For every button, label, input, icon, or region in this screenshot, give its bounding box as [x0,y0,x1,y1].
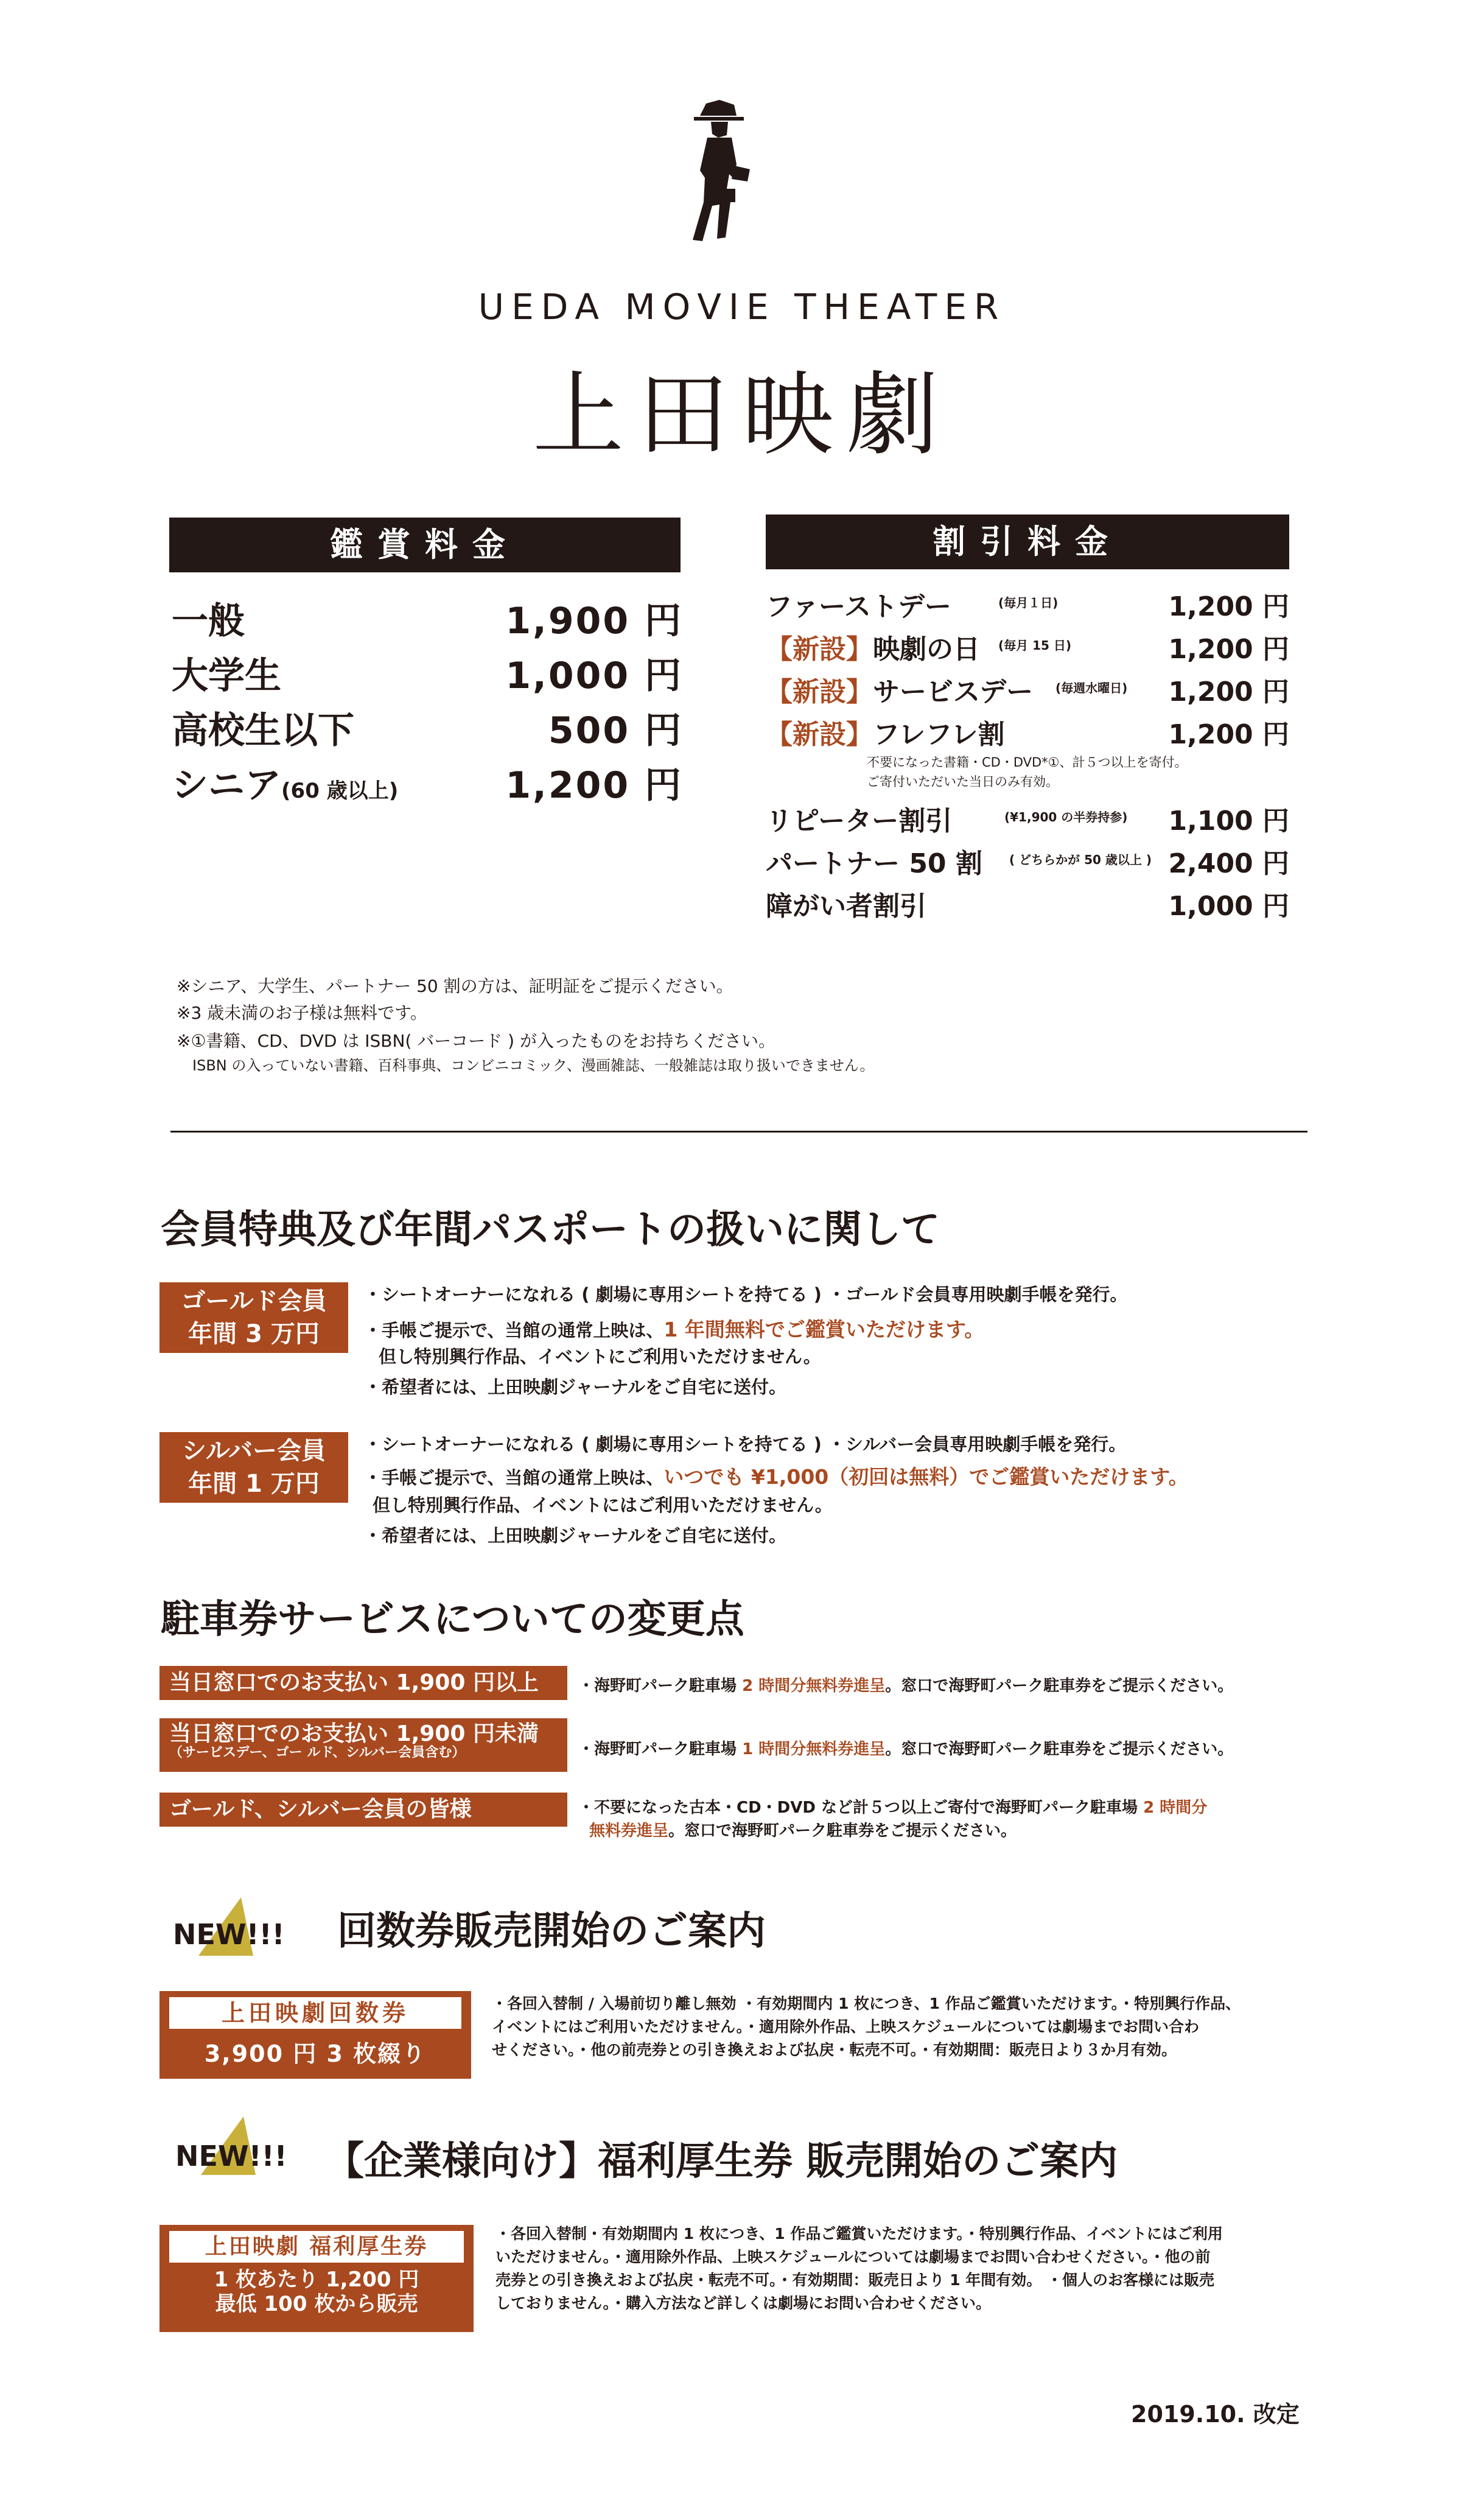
discount-note: ( どちらかが 50 歳以上 ) [1009,852,1152,867]
new-label: NEW!!! [173,1918,285,1951]
silver-benefit-line: ・希望者には、上田映劇ジャーナルをご自宅に送付。 [364,1525,786,1546]
welfare-term-line: いただけません。・適用除外作品、上映スケジュールについては劇場までお問い合わせください。・他の前 [495,2248,1211,2266]
discount-row [766,670,1289,712]
welfare-box [159,2225,474,2332]
discount-amount: 1,100 円 [1168,806,1289,837]
discount-note: (毎月 15 日) [998,638,1072,653]
price-label: 一般 [172,600,245,642]
discount-note: (¥1,900 の半券持参) [1004,810,1128,824]
silver-benefit-line: 但し特別興行作品、イベントにはご利用いただけません。 [373,1495,833,1516]
discount-note: (毎月１日) [998,595,1059,610]
silver-benefit-line [364,1461,1189,1490]
gold-benefit-line: 但し特別興行作品、イベントにご利用いただけません。 [379,1346,821,1367]
membership-heading: 会員特典及び年間パスポートの扱いに関して [161,1207,940,1252]
price-label-sub: (60 歳以上) [281,779,399,803]
price-note: ※3 歳未満のお子様は無料です。 [177,1003,427,1023]
price-row [172,756,683,805]
discount-label-text: 映劇の日 [873,634,980,665]
price-label: 高校生以下 [172,709,354,752]
welfare-box-title: 上田映劇 福利厚生券 [169,2231,464,2263]
price-note: ※①書籍、CD、DVD は ISBN( バーコード ) が入ったものをお持ちください。 [177,1031,775,1051]
parking-text-highlight: 無料券進呈 [589,1822,669,1840]
parking-text-highlight: 2 時間分無料券進呈 [742,1677,886,1695]
price-label: 大学生 [172,655,281,697]
furefure-note-line: ご寄付いただいた当日のみ有効。 [867,775,1059,789]
furefure-note [867,753,1188,792]
discount-label-text: フレフレ割 [873,719,1005,750]
gold-benefit-text: ・手帳ご提示で、当館の通常上映は、 [364,1320,664,1341]
discount-label [766,627,980,666]
discount-amount: 1,200 円 [1168,591,1289,622]
price-row [172,592,683,641]
welfare-term-line: しておりません。・購入方法など詳しくは劇場にお問い合わせください。 [495,2294,992,2312]
parking-text [589,1818,1017,1841]
parking-text-part: 。窓口で海野町パーク駐車券をご提示ください。 [885,1740,1234,1758]
discount-amount: 1,200 円 [1168,676,1289,708]
parking-tag [159,1718,567,1772]
revision-date: 2019.10. 改定 [1131,2401,1300,2428]
discount-amount: 1,200 円 [1168,719,1289,750]
cowboy-silhouette-icon [676,97,761,244]
coupon-heading: 回数券販売開始のご案内 [337,1909,766,1954]
discount-label-text: サービスデー [873,676,1034,708]
parking-text-highlight: 2 時間分 [1143,1799,1208,1817]
parking-text-part: ・海野町パーク駐車場 [578,1677,743,1695]
silver-member-fee: 年間 1 万円 [188,1470,320,1498]
regular-price-heading: 鑑賞料金 [169,518,681,572]
coupon-box [159,1991,471,2079]
coupon-term-line: せください。・他の前売券との引き換えおよび払戻・転売不可。・有効期間：販売日より３か月有効。 [492,2041,1177,2059]
discount-label: 障がい者割引 [766,891,926,922]
gold-benefit-highlight: 1 年間無料でご鑑賞いただけます。 [663,1318,985,1341]
discount-row [766,799,1289,841]
discount-price-heading: 割引料金 [766,515,1289,569]
price-amount: 1,200 円 [505,764,683,807]
new-badge: 【新設】 [766,634,873,665]
discount-amount: 1,200 円 [1168,634,1289,665]
new-label: NEW!!! [175,2140,287,2173]
parking-text-part: 。窓口で海野町パーク駐車券をご提示ください。 [668,1822,1017,1840]
parking-text [578,1737,1233,1759]
discount-label: ファーストデー [766,591,951,622]
welfare-term-line: 売券との引き換えおよび払戻・転売不可。・有効期間：販売日より 1 年間有効。 ・個人のお客様には販売 [495,2271,1215,2289]
discount-label: パートナー 50 割 [766,848,982,879]
price-note: ※シニア、大学生、パートナー 50 割の方は、証明証をご提示ください。 [177,976,733,996]
parking-text-highlight: 1 時間分無料券進呈 [742,1740,886,1758]
gold-benefit-line [364,1314,984,1343]
silver-member-tag [159,1432,348,1503]
gold-member-tag [159,1282,348,1353]
coupon-term-line: イベントにはご利用いただけません。・適用除外作品、上映スケジュールについては劇場までお問い合わ [492,2018,1200,2036]
welfare-term-line: ・各回入替制・有効期間内 1 枚につき、1 作品ご鑑賞いただけます。・特別興行作品、イベントにはご利用 [495,2225,1223,2243]
gold-member-name: ゴールド会員 [181,1287,327,1315]
new-badge: 【新設】 [766,719,873,750]
gold-benefit-line: ・シートオーナーになれる ( 劇場に専用シートを持てる ) ・ゴールド会員専用映劇手帳を発行。 [364,1284,1128,1305]
discount-label [766,712,1004,751]
discount-amount: 2,400 円 [1168,848,1289,879]
welfare-terms [495,2222,1223,2315]
discount-row [766,841,1289,884]
price-label [172,756,398,809]
coupon-box-price: 3,900 円 3 枚綴り [204,2040,427,2067]
parking-tag-title: 当日窓口でのお支払い 1,900 円未満 [169,1721,539,1746]
discount-row [766,585,1289,627]
furefure-note-line: 不要になった書籍・CD・DVD*①、計５つ以上を寄付。 [867,755,1188,770]
discount-amount: 1,000 円 [1168,891,1289,922]
section-divider [170,1131,1307,1133]
welfare-box-line: 最低 100 枚から販売 [215,2292,418,2316]
parking-text [578,1795,1207,1818]
discount-label: リピーター割引 [766,806,953,837]
silver-benefit-text: ・手帳ご提示で、当館の通常上映は、 [364,1467,664,1488]
theater-japanese-title: 上田映劇 [532,362,951,468]
parking-heading: 駐車券サービスについての変更点 [161,1597,744,1642]
discount-label [766,670,1033,709]
coupon-term-line: ・各回入替制 / 入場前切り離し無効 ・有効期間内 1 枚につき、1 作品ご鑑賞いただけます。・特別興行作品、 [492,1995,1241,2012]
theater-english-title: UEDA MOVIE THEATER [478,286,1006,328]
price-row [172,701,683,750]
welfare-heading: 【企業様向け】福利厚生券 販売開始のご案内 [325,2139,1118,2184]
price-amount: 1,900 円 [505,600,683,642]
coupon-terms [492,1992,1241,2062]
parking-text-part: 。窓口で海野町パーク駐車券をご提示ください。 [885,1677,1234,1695]
discount-row [766,627,1289,670]
parking-text [578,1673,1233,1696]
new-badge: 【新設】 [766,676,873,708]
price-amount: 500 円 [548,709,683,752]
discount-row [766,712,1289,755]
parking-text-part: ・海野町パーク駐車場 [578,1740,743,1758]
silver-benefit-highlight: いつでも ¥1,000（初回は無料）でご鑑賞いただけます。 [663,1465,1189,1489]
silver-member-name: シルバー会員 [181,1437,326,1465]
gold-member-fee: 年間 3 万円 [188,1320,320,1348]
parking-tag: 当日窓口でのお支払い 1,900 円以上 [159,1666,567,1700]
price-label-main: シニア [172,764,281,807]
welfare-box-line: 1 枚あたり 1,200 円 [214,2267,419,2292]
price-amount: 1,000 円 [505,655,683,697]
parking-text-part: ・不要になった古本・CD・DVD など計５つ以上ご寄付で海野町パーク駐車場 [578,1799,1144,1817]
parking-tag: ゴールド、シルバー会員の皆様 [159,1793,567,1827]
price-note: ISBN の入っていない書籍、百科事典、コンビニコミック、漫画雑誌、一般雑誌は取り扱いできません。 [192,1057,875,1074]
parking-tag-subtitle: （サービスデー、ゴー ルド、シルバー会員含む） [169,1745,466,1760]
gold-benefit-line: ・希望者には、上田映劇ジャーナルをご自宅に送付。 [364,1377,786,1397]
silver-benefit-line: ・シートオーナーになれる ( 劇場に専用シートを持てる ) ・シルバー会員専用映劇手帳を発行。 [364,1434,1127,1455]
discount-row [766,884,1289,927]
price-row [172,647,683,695]
discount-note: (毎週水曜日) [1055,681,1128,695]
coupon-box-title: 上田映劇回数券 [169,1997,461,2029]
